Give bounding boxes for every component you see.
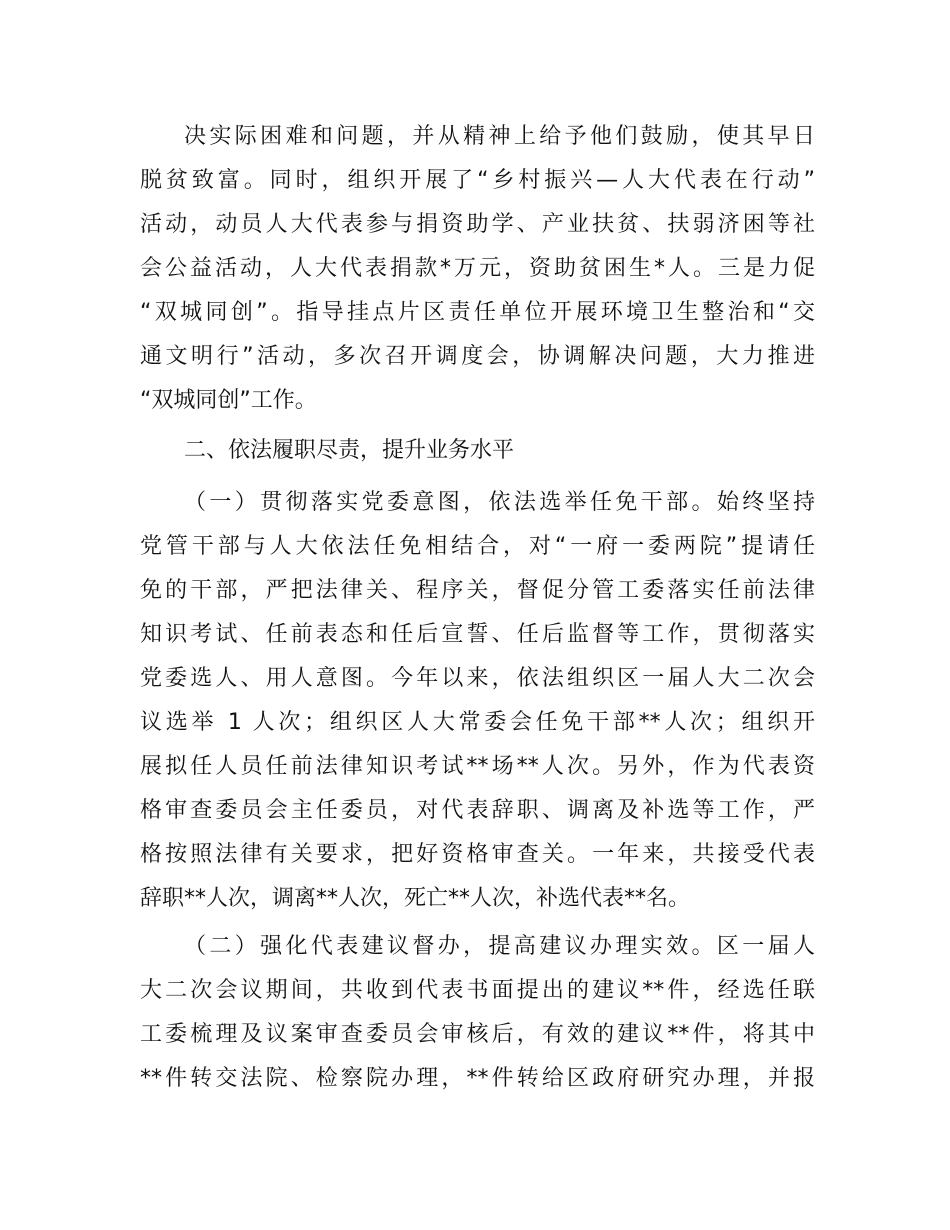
paragraph-line: 展拟任人员任前法律知识考试**场**人次。另外，作为代表资: [140, 754, 815, 779]
paragraph-line: 大二次会议期间，共收到代表书面提出的建议**件，经选任联: [140, 978, 815, 1003]
paragraph-line: 党委选人、用人意图。今年以来，依法组织区一届人大二次会: [140, 666, 815, 691]
paragraph-line: 活动，动员人大代表参与捐资助学、产业扶贫、扶弱济困等社: [140, 212, 815, 237]
paragraph-line: 工委梳理及议案审查委员会审核后，有效的建议**件，将其中: [140, 1022, 815, 1047]
paragraph-line: **件转交法院、检察院办理，**件转给区政府研究办理，并报: [140, 1066, 815, 1091]
paragraph-line: 格按照法律有关要求，把好资格审查关。一年来，共接受代表: [140, 842, 815, 867]
paragraph-line: 免的干部，严把法律关、程序关，督促分管工委落实任前法律: [140, 578, 815, 603]
paragraph-line: “双城同创”工作。: [140, 388, 317, 413]
paragraph-line: 通文明行”活动，多次召开调度会，协调解决问题，大力推进: [140, 344, 815, 369]
paragraph-line: 辞职**人次，调离**人次，死亡**人次，补选代表**名。: [140, 886, 691, 911]
paragraph-line: “双城同创”。指导挂点片区责任单位开展环境卫生整治和“交: [140, 300, 815, 325]
paragraph-line: （二）强化代表建议督办，提高建议办理实效。区一届人: [184, 934, 815, 959]
paragraph-line: （一）贯彻落实党委意图，依法选举任免干部。始终坚持: [184, 490, 815, 515]
paragraph-line: 议选举 1 人次；组织区人大常委会任免干部**人次；组织开: [140, 710, 815, 735]
paragraph-line: 党管干部与人大依法任免相结合，对“一府一委两院”提请任: [140, 534, 815, 559]
paragraph-line: 格审查委员会主任委员，对代表辞职、调离及补选等工作，严: [140, 798, 815, 823]
paragraph-line: 决实际困难和问题，并从精神上给予他们鼓励，使其早日: [184, 124, 815, 149]
section-heading: 二、依法履职尽责，提升业务水平: [184, 438, 515, 463]
paragraph-line: 脱贫致富。同时，组织开展了“乡村振兴—人大代表在行动”: [140, 168, 815, 193]
paragraph-line: 会公益活动，人大代表捐款*万元，资助贫困生*人。三是力促: [140, 256, 815, 281]
paragraph-line: 知识考试、任前表态和任后宣誓、任后监督等工作，贯彻落实: [140, 622, 815, 647]
